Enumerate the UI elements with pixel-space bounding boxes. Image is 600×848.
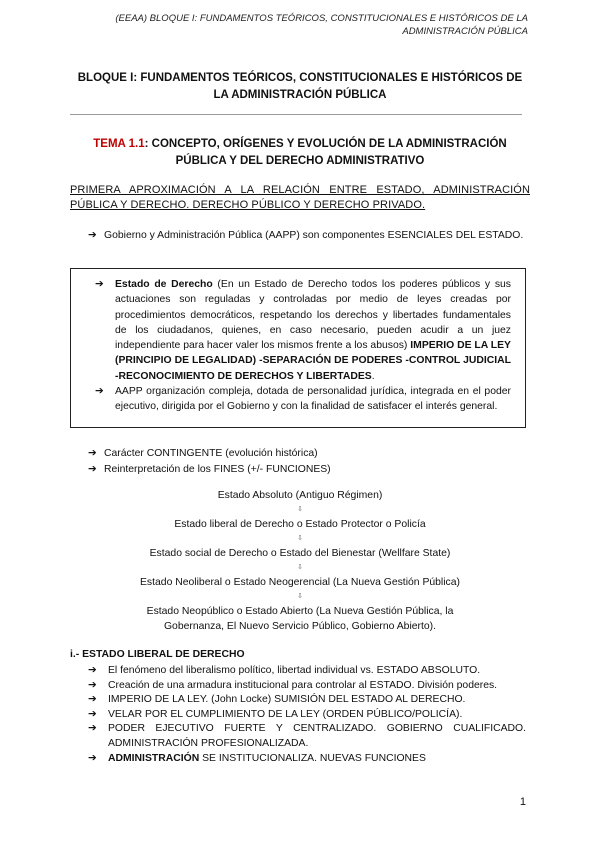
box-item-estado-derecho [95,277,511,384]
list-item-text: Creación de una armadura institucional para controlar al ESTADO. División poderes. [108,679,498,691]
list-item [88,752,526,767]
list-item-text: Carácter CONTINGENTE (evolución histórica) [104,448,318,459]
intro-bullet-text: Gobierno y Administración Pública (AAPP) son componentes ESENCIALES DEL ESTADO. [104,230,524,241]
estado-derecho-text: (En un Estado de Derecho todos los poderes públicos y sus actuaciones son reguladas y controladas por medio de leyes creadas por procedimientos democráticos, respetando los derechos y libertades fundamentales de los ciudadanos, quienes, en caso necesario, pueden acudir a un juez independiente para hacer valer los mismos frente a los abusos) [115,279,511,352]
estado-derecho-term: Estado de Derecho [115,279,213,290]
list-item [88,708,526,723]
list-item [88,446,528,461]
arrow-icon: ➔ [88,665,97,676]
stage-social: Estado social de Derecho o Estado del Bienestar (Wellfare State) [149,548,451,559]
down-arrow-icon: ⇩ [297,535,303,542]
arrow-icon: ➔ [95,386,104,398]
box-item-aapp [95,384,511,415]
list-item-text: El fenómeno del liberalismo político, libertad individual vs. ESTADO ABSOLUTO. [108,665,481,676]
topic-number: TEMA 1.1 [93,138,145,150]
list-item [88,679,526,694]
arrow-icon: ➔ [88,723,97,735]
block-title: BLOQUE I: FUNDAMENTOS TEÓRICOS, CONSTITUCIONALES E HISTÓRICOS DE LA ADMINISTRACIÓN PÚBLICA [77,72,523,101]
list-item-text: PODER EJECUTIVO FUERTE Y CENTRALIZADO. GOBIERNO CUALIFICADO. ADMINISTRACIÓN PROFESIONALIZADA. [108,723,526,749]
section-heading-line1: PRIMERA APROXIMACIÓN A LA RELACIÓN ENTRE ESTADO, ADMINISTRACIÓN [70,184,530,196]
liberal-state-heading: i.- ESTADO LIBERAL DE DERECHO [70,649,245,660]
list-item [88,462,528,477]
list-item-text: Reinterpretación de los FINES (+/- FUNCIONES) [104,464,331,475]
list-item-bold: ADMINISTRACIÓN [108,752,200,764]
down-arrow-icon: ⇩ [297,564,303,571]
list-item-text: SE INSTITUCIONALIZA. NUEVAS FUNCIONES [199,752,426,764]
list-item-text: IMPERIO DE LA LEY. (John Locke) SUMISIÓN DEL ESTADO AL DERECHO. [108,694,466,706]
arrow-icon: ➔ [88,694,97,706]
running-header: (EEAA) BLOQUE I: FUNDAMENTOS TEÓRICOS, CONSTITUCIONALES E HISTÓRICOS DE LA ADMINISTRACIÓN PÚBLICA [115,13,528,37]
aapp-text: AAPP organización compleja, dotada de personalidad jurídica, integrada en el poder ejecutivo, dirigida por el Gobierno y con la finalidad de satisfacer el interés general. [115,386,511,413]
stage-neoliberal: Estado Neoliberal o Estado Neogerencial (La Nueva Gestión Pública) [140,577,460,588]
list-item-text: VELAR POR EL CUMPLIMIENTO DE LA LEY (ORDEN PÚBLICO/POLICÍA). [108,708,463,720]
topic-name: : CONCEPTO, ORÍGENES Y EVOLUCIÓN DE LA ADMINISTRACIÓN PÚBLICA Y DEL DERECHO ADMINISTRATIVO [144,138,507,167]
definition-box [70,268,526,428]
stage-neopublic: Estado Neopúblico o Estado Abierto (La Nueva Gestión Pública, la Gobernanza, El Nuevo Servicio Público, Gobierno Abierto). [146,606,454,632]
arrow-icon: ➔ [88,230,97,241]
down-arrow-icon: ⇩ [297,593,303,600]
liberal-state-list [88,664,526,766]
list-item [88,693,526,708]
stage-liberal: Estado liberal de Derecho o Estado Protector o Policía [174,519,426,530]
list-item [88,722,526,751]
estado-derecho-end: . [371,370,375,382]
arrow-icon: ➔ [88,708,97,720]
section-heading [70,183,530,213]
down-arrow-icon: ⇩ [297,506,303,513]
topic-title [70,136,530,170]
section-heading-line2: PÚBLICA Y DERECHO. DERECHO PÚBLICO Y DERECHO PRIVADO. [70,199,426,211]
list-item [88,664,526,679]
arrow-icon: ➔ [88,448,97,459]
state-evolution-diagram [90,488,510,634]
estado-derecho-principles: IMPERIO DE LA LEY (PRINCIPIO DE LEGALIDAD) -SEPARACIÓN DE PODERES -CONTROL JUDICIAL -RECONOCIMIENTO DE DERECHOS Y LIBERTADES [115,340,511,382]
title-divider [70,114,522,115]
characteristics-list [88,446,528,478]
intro-bullet [88,228,526,243]
arrow-icon: ➔ [88,752,97,764]
arrow-icon: ➔ [95,279,104,290]
stage-absolute: Estado Absoluto (Antiguo Régimen) [217,490,383,501]
page-number: 1 [519,796,526,808]
arrow-icon: ➔ [88,464,97,475]
arrow-icon: ➔ [88,679,97,691]
